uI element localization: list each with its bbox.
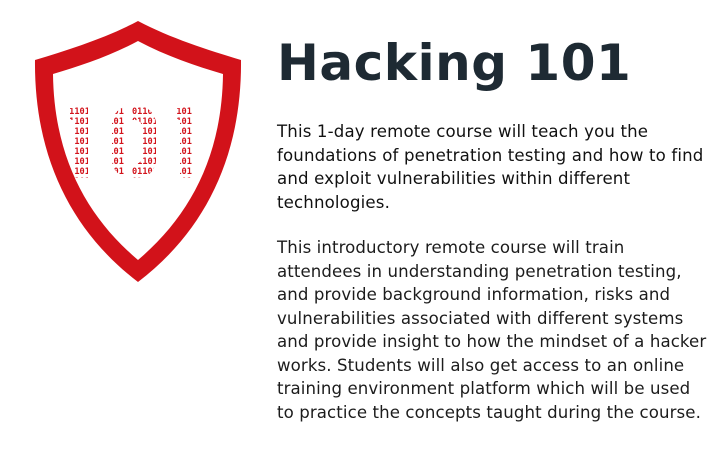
shield-icon bbox=[30, 16, 246, 288]
course-info bbox=[277, 28, 707, 424]
course-lead-paragraph: This 1-day remote course will teach you the foundations of penetration testing and how to find and exploit vulnerabilities within different technologies. bbox=[277, 122, 704, 212]
course-logo bbox=[30, 16, 246, 288]
course-title: Hacking 101 bbox=[277, 34, 632, 92]
course-description: This introductory remote course will train attendees in understanding penetration testing, and provide background information, risks and vulnerabilities associated with different systems and provide insight to how the mindset of a hacker works. Students will also get access to an online training environment platform which will be used to practice the concepts taught during the course. bbox=[277, 238, 707, 422]
